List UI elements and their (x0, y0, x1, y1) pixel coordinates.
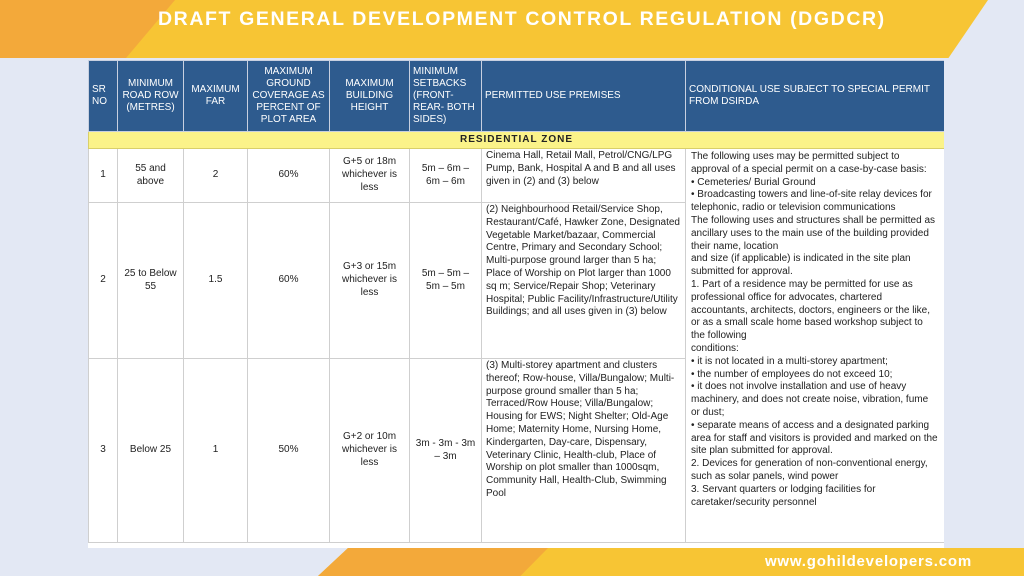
cell-coverage: 60% (248, 203, 330, 359)
column-header-coverage: MAXIMUM GROUND COVERAGE AS PERCENT OF PLOT AREA (248, 61, 330, 132)
cell-permitted: Cinema Hall, Retail Mall, Petrol/CNG/LPG Pump, Bank, Hospital A and B and all uses given in (2) and (3) below (482, 149, 686, 203)
cell-coverage: 50% (248, 359, 330, 543)
cell-road-row: 55 and above (118, 149, 184, 203)
cell-sr: 2 (89, 203, 118, 359)
column-header-setbacks: MINIMUM SETBACKS (FRONT- REAR- BOTH SIDES) (410, 61, 482, 132)
conditional-line: 1. Part of a residence may be permitted for use as professional office for advocates, chartered accountants, architects, doctors, engineers or the like, or as a small scale home based workshop subject to the following (691, 278, 931, 342)
footer-website-link[interactable]: www.gohildevelopers.com (764, 553, 972, 570)
cell-sr: 1 (89, 149, 118, 203)
conditional-line: • Broadcasting towers and line-of-site relay devices for telephonic, radio or television communications (691, 189, 932, 214)
cell-permitted: (2) Neighbourhood Retail/Service Shop, Restaurant/Café, Hawker Zone, Designated Vegetable Market/bazaar, Commercial Centre, Primary and Secondary School; Multi-purpose ground larger than 5 ha; Place of Worship on Plot larger than 1000 sq m; Service/Repair Shop; Veterinary Hospital; Public Facility/Infrastructure/Utility Buildings; and all uses given in (3) below (482, 203, 686, 359)
zone-row (89, 132, 945, 149)
footer-banner-accent (318, 548, 548, 576)
cell-sr: 3 (89, 359, 118, 543)
column-header-far: MAXIMUM FAR (184, 61, 248, 132)
conditional-line: • it is not located in a multi-storey apartment; (691, 355, 888, 367)
conditional-line: 3. Servant quarters or lodging facilities for caretaker/security personnel (691, 483, 876, 508)
cell-setbacks: 5m – 6m – 6m – 6m (410, 149, 482, 203)
regulation-table-container (88, 60, 944, 548)
conditional-line: • it does not involve installation and use of heavy machinery, and does not create noise, vibration, fume or dust; (691, 381, 929, 418)
table-row (89, 149, 945, 203)
cell-height: G+3 or 15m whichever is less (330, 203, 410, 359)
zone-label: RESIDENTIAL ZONE (89, 132, 945, 149)
conditional-line: The following uses may be permitted subject to approval of a special permit on a case-by-case basis: (691, 151, 927, 175)
conditional-line: • Cemeteries/ Burial Ground (691, 176, 816, 188)
column-header-conditional: CONDITIONAL USE SUBJECT TO SPECIAL PERMIT FROM DSIRDA (686, 61, 945, 132)
column-header-sr: SR NO (89, 61, 118, 132)
page-title: DRAFT GENERAL DEVELOPMENT CONTROL REGULATION (DGDCR) (158, 8, 886, 30)
cell-far: 1.5 (184, 203, 248, 359)
conditional-line: conditions: (691, 342, 739, 354)
cell-height: G+5 or 18m whichever is less (330, 149, 410, 203)
cell-permitted: (3) Multi-storey apartment and clusters thereof; Row-house, Villa/Bungalow; Multi-purpose ground smaller than 5 ha; Terraced/Row House; Villa/Bungalow; Housing for EWS; Night Shelter; Old-Age Home; Maternity Home, Nursing Home, Kindergarten, Day-care, Dispensary, Veterinary Clinic, Health-club, Place of Worship on plot smaller than 1000sqm, Community Hall, Health-Club, Swimming Pool (482, 359, 686, 543)
cell-height: G+2 or 10m whichever is less (330, 359, 410, 543)
column-header-permitted: PERMITTED USE PREMISES (482, 61, 686, 132)
conditional-line: and size (if applicable) is indicated in the site plan submitted for approval. (691, 253, 911, 278)
table-header-row (89, 61, 945, 132)
conditional-line: 2. Devices for generation of non-conventional energy, such as solar panels, wind power (691, 458, 928, 482)
conditional-line: • separate means of access and a designated parking area for staff and visitors is provided and marked on the site plan submitted for approval. (691, 419, 938, 457)
regulation-table (88, 60, 944, 543)
column-header-road-row: MINIMUM ROAD ROW (METRES) (118, 61, 184, 132)
column-header-height: MAXIMUM BUILDING HEIGHT (330, 61, 410, 132)
cell-conditional (686, 149, 945, 543)
conditional-line: The following uses and structures shall be permitted as ancillary uses to the main use of the building provided their name, location (691, 214, 936, 252)
conditional-line: • the number of employees do not exceed 10; (691, 368, 893, 380)
cell-far: 2 (184, 149, 248, 203)
cell-coverage: 60% (248, 149, 330, 203)
cell-road-row: Below 25 (118, 359, 184, 543)
cell-far: 1 (184, 359, 248, 543)
cell-road-row: 25 to Below 55 (118, 203, 184, 359)
cell-setbacks: 3m - 3m - 3m – 3m (410, 359, 482, 543)
cell-setbacks: 5m – 5m – 5m – 5m (410, 203, 482, 359)
